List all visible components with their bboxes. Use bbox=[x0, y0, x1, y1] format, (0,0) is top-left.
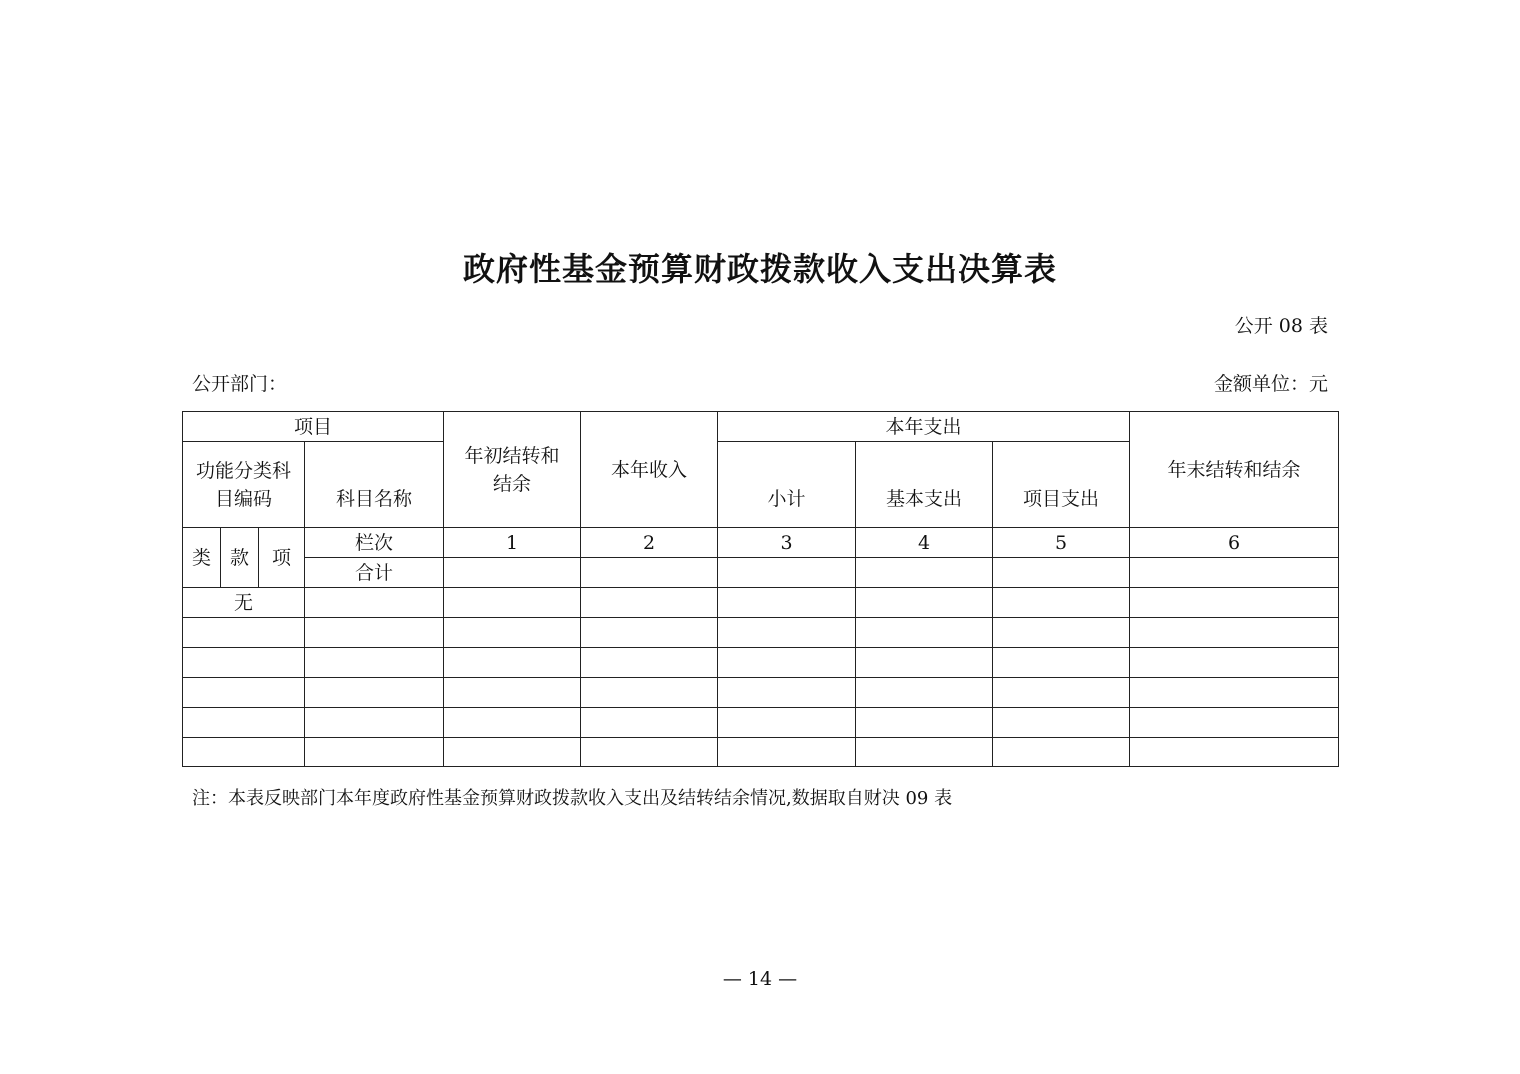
budget-table bbox=[182, 411, 1339, 767]
table-row bbox=[183, 708, 1339, 738]
header-heji: 合计 bbox=[305, 558, 444, 588]
table-cell bbox=[183, 738, 305, 767]
table-cell bbox=[718, 618, 856, 648]
table-cell bbox=[856, 618, 993, 648]
header-subtotal: 小计 bbox=[718, 442, 856, 528]
table-cell bbox=[718, 708, 856, 738]
table-cell bbox=[305, 708, 444, 738]
table-cell bbox=[444, 648, 581, 678]
column-number: 3 bbox=[718, 528, 856, 558]
table-cell bbox=[1130, 618, 1339, 648]
table-cell bbox=[1130, 648, 1339, 678]
header-xiang: 项 bbox=[259, 528, 305, 588]
table-cell bbox=[718, 648, 856, 678]
table-cell bbox=[856, 558, 993, 588]
table-cell bbox=[444, 678, 581, 708]
table-cell bbox=[183, 618, 305, 648]
table-row bbox=[183, 588, 1339, 618]
table-cell bbox=[1130, 678, 1339, 708]
column-number: 2 bbox=[581, 528, 718, 558]
table-cell bbox=[581, 738, 718, 767]
table-cell bbox=[444, 558, 581, 588]
table-cell bbox=[993, 588, 1130, 618]
table-cell bbox=[993, 678, 1130, 708]
table-cell bbox=[183, 648, 305, 678]
table-cell bbox=[718, 588, 856, 618]
table-cell bbox=[581, 618, 718, 648]
table-cell bbox=[718, 558, 856, 588]
table-cell bbox=[1130, 558, 1339, 588]
table-row bbox=[183, 618, 1339, 648]
table-cell bbox=[856, 738, 993, 767]
column-number: 1 bbox=[444, 528, 581, 558]
table-cell bbox=[993, 558, 1130, 588]
table-cell bbox=[305, 738, 444, 767]
table-cell bbox=[183, 678, 305, 708]
header-basic-expense: 基本支出 bbox=[856, 442, 993, 528]
header-project-expense: 项目支出 bbox=[993, 442, 1130, 528]
table-cell bbox=[1130, 588, 1339, 618]
table-cell bbox=[856, 588, 993, 618]
amount-unit-label: 金额单位：元 bbox=[1213, 373, 1328, 395]
table-cell bbox=[305, 618, 444, 648]
table-cell bbox=[1130, 738, 1339, 767]
department-label: 公开部门： bbox=[192, 373, 288, 395]
table-cell bbox=[305, 678, 444, 708]
table-row bbox=[183, 678, 1339, 708]
table-cell bbox=[856, 708, 993, 738]
table-cell bbox=[444, 618, 581, 648]
table-cell bbox=[444, 588, 581, 618]
table-cell bbox=[581, 588, 718, 618]
table-cell bbox=[1130, 708, 1339, 738]
table-cell bbox=[581, 648, 718, 678]
header-func-code bbox=[183, 442, 305, 528]
table-cell bbox=[718, 738, 856, 767]
table-cell bbox=[856, 648, 993, 678]
column-number: 5 bbox=[993, 528, 1130, 558]
row-code-none: 无 bbox=[183, 588, 305, 618]
header-lanci: 栏次 bbox=[305, 528, 444, 558]
table-cell bbox=[581, 558, 718, 588]
header-begin-balance-text: 年初结转和结余 bbox=[464, 444, 560, 495]
table-cell bbox=[444, 708, 581, 738]
table-cell bbox=[856, 678, 993, 708]
header-func-code-text: 功能分类科目编码 bbox=[195, 459, 291, 510]
table-cell bbox=[305, 588, 444, 618]
page-title: 政府性基金预算财政拨款收入支出决算表 bbox=[462, 250, 1057, 288]
table-cell bbox=[993, 738, 1130, 767]
header-end-balance: 年末结转和结余 bbox=[1130, 412, 1339, 528]
page-number: — 14 — bbox=[722, 968, 798, 990]
column-number: 6 bbox=[1130, 528, 1339, 558]
table-row bbox=[183, 738, 1339, 767]
header-year-income: 本年收入 bbox=[581, 412, 718, 528]
column-number: 4 bbox=[856, 528, 993, 558]
table-cell bbox=[444, 738, 581, 767]
table-cell bbox=[581, 678, 718, 708]
header-project: 项目 bbox=[183, 412, 444, 442]
header-kuan: 款 bbox=[221, 528, 259, 588]
table-cell bbox=[993, 618, 1130, 648]
header-lei: 类 bbox=[183, 528, 221, 588]
header-year-expense: 本年支出 bbox=[718, 412, 1130, 442]
table-row bbox=[183, 648, 1339, 678]
table-note: 注：本表反映部门本年度政府性基金预算财政拨款收入支出及结转结余情况,数据取自财决 09 表 bbox=[192, 788, 953, 809]
header-begin-balance bbox=[444, 412, 581, 528]
table-cell bbox=[993, 708, 1130, 738]
header-subject-name: 科目名称 bbox=[305, 442, 444, 528]
table-cell bbox=[993, 648, 1130, 678]
table-cell bbox=[581, 708, 718, 738]
table-cell bbox=[305, 648, 444, 678]
table-number: 公开 08 表 bbox=[1234, 315, 1328, 337]
table-cell bbox=[183, 708, 305, 738]
table-cell bbox=[718, 678, 856, 708]
